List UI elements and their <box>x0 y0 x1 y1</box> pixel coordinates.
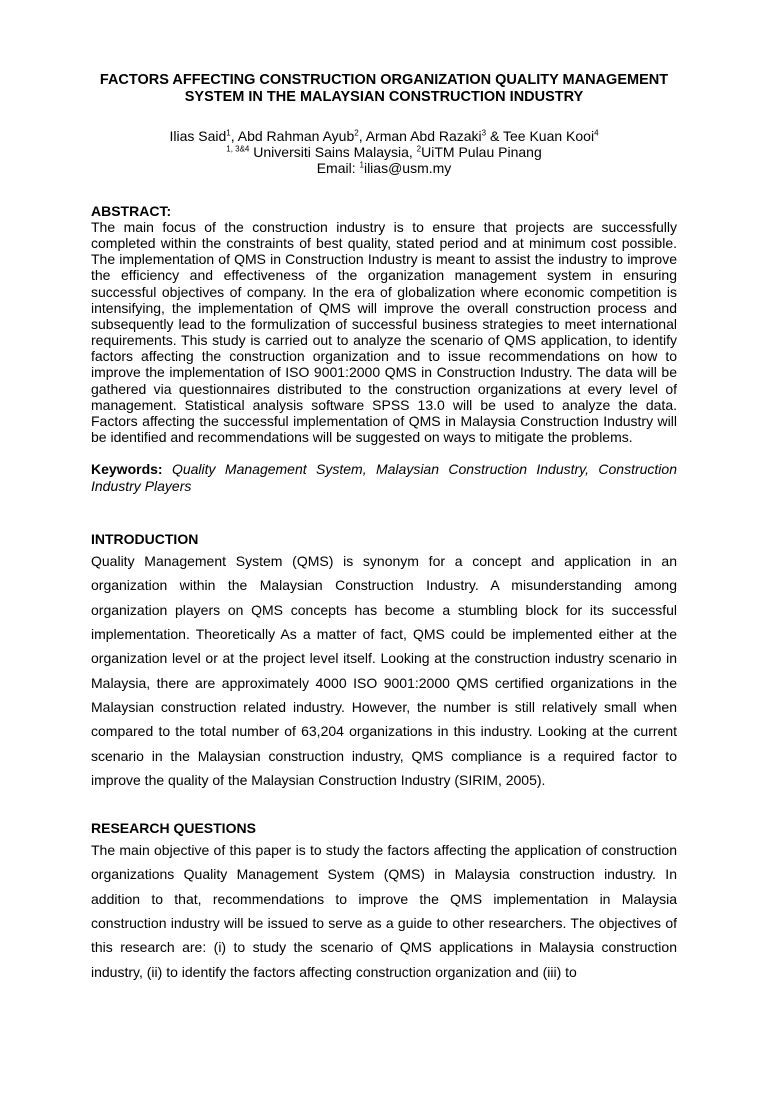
author-separator: & <box>486 128 503 144</box>
email-label: Email: <box>316 160 360 176</box>
affiliation-name: Universiti Sains Malaysia, <box>249 144 417 160</box>
author-name: Arman Abd Razaki <box>365 128 482 144</box>
keywords-line <box>91 461 677 495</box>
introduction-text: Quality Management System (QMS) is synonym for a concept and application in an organization within the Malaysian Construction Industry. A misunderstanding among organization players on QMS concepts has become a stumbling block for its successful implementation. Theoretically As a matter of fact, QMS could be implemented either at the organization level or at the project level itself. Looking at the construction industry scenario in Malaysia, there are approximately 4000 ISO 9001:2000 QMS certified organizations in the Malaysian construction related industry. However, the number is still relatively small when compared to the total number of 63,204 organizations in this industry. Looking at the current scenario in the Malaysian construction industry, QMS compliance is a required factor to improve the quality of the Malaysian Construction Industry (SIRIM, 2005). <box>91 553 677 788</box>
author-superscript: 4 <box>594 128 599 138</box>
introduction-heading: INTRODUCTION <box>91 531 199 548</box>
author-name: Tee Kuan Kooi <box>503 128 595 144</box>
author-name: Ilias Said <box>169 128 227 144</box>
abstract-heading: ABSTRACT: <box>91 203 172 219</box>
email-superscript: 1 <box>359 160 364 170</box>
affiliation-superscript: 1, 3&4 <box>226 144 250 154</box>
author-separator: , <box>230 128 238 144</box>
keywords-text: Quality Management System, Malaysian Construction Industry, Construction Industry Players <box>91 461 677 495</box>
paper-page <box>0 72 768 1096</box>
paper-title: FACTORS AFFECTING CONSTRUCTION ORGANIZATION QUALITY MANAGEMENT SYSTEM IN THE MALAYSIAN CONSTRUCTION INDUSTRY <box>99 72 669 105</box>
author-separator: , <box>358 128 366 144</box>
author-superscript: 3 <box>481 128 487 138</box>
affiliation-name: UiTM Pulau Pinang <box>421 144 542 160</box>
author-name: Abd Rahman Ayub <box>237 128 355 144</box>
affiliation-superscript: 2 <box>416 144 422 154</box>
email-line <box>91 160 677 176</box>
author-superscript: 2 <box>354 128 359 138</box>
keywords-label: Keywords: <box>91 461 163 478</box>
affiliation-line <box>91 144 677 160</box>
author-superscript: 1 <box>226 128 231 138</box>
abstract-text: The main focus of the construction industry is to ensure that projects are successfully completed within the constraints of best quality, stated period and at minimum cost possible. The implementation of QMS in Construction Industry is meant to assist the industry to improve the efficiency and effectiveness of the organization management system in ensuring successful objectives of company. In the era of globalization where economic competition is intensifying, the implementation of QMS will improve the overall construction process and subsequently lead to the formulization of successful business strategies to meet international requirements. This study is carried out to analyze the scenario of QMS application, to identify factors affecting the construction organization and to issue recommendations on how to improve the implementation of ISO 9001:2000 QMS in Construction Industry. The data will be gathered via questionnaires distributed to the construction organizations at every level of management. Statistical analysis software SPSS 13.0 will be used to analyze the data. Factors affecting the successful implementation of QMS in Malaysia Construction Industry will be identified and recommendations will be suggested on ways to mitigate the problems. <box>91 219 677 446</box>
author-list <box>91 128 677 144</box>
email-address[interactable]: ilias@usm.my <box>363 160 452 176</box>
research-questions-text: The main objective of this paper is to study the factors affecting the application of construction organizations Quality Management System (QMS) in Malaysia construction industry. In addition to that, recommendations to improve the QMS implementation in Malaysia construction industry will be issued to serve as a guide to other researchers. The objectives of this research are: (i) to study the scenario of QMS applications in Malaysia construction industry, (ii) to identify the factors affecting construction organization and (iii) to <box>91 842 677 980</box>
research-questions-heading: RESEARCH QUESTIONS <box>91 820 256 837</box>
